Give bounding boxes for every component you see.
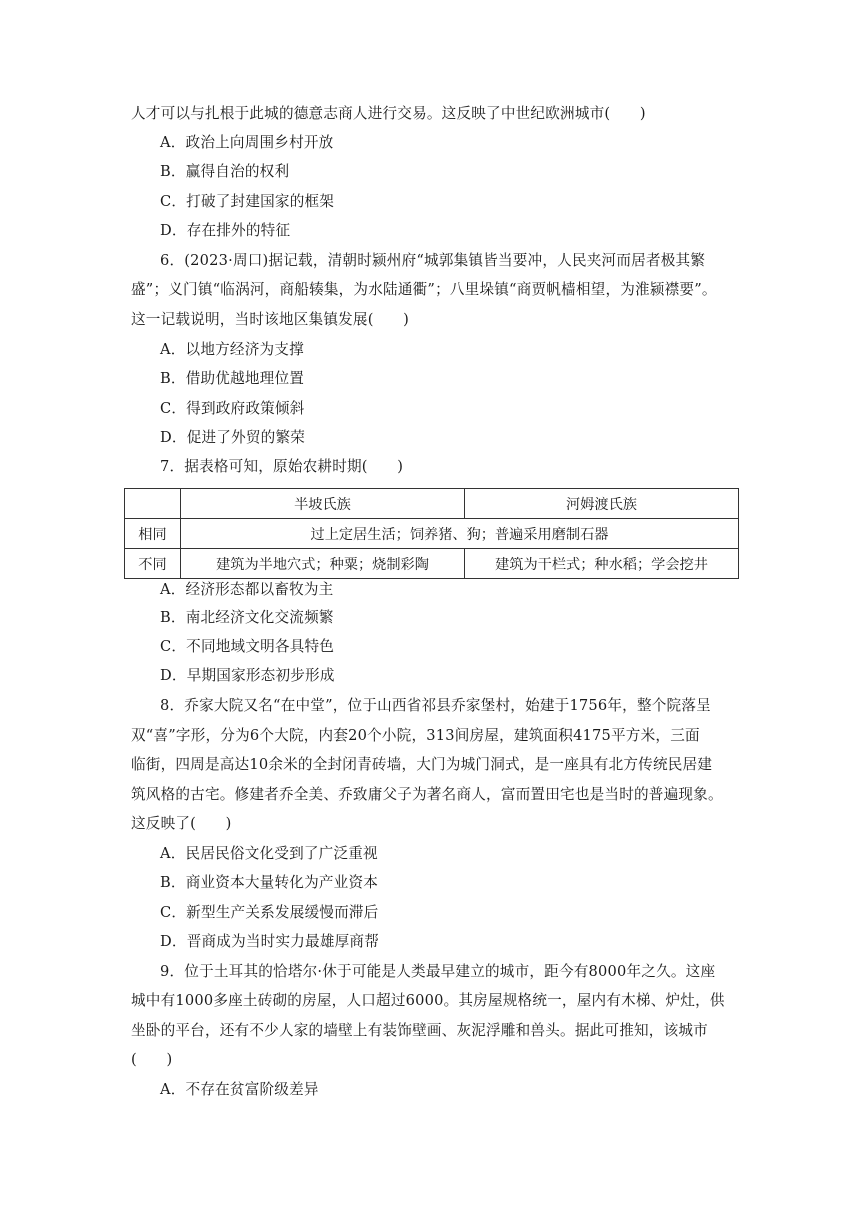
q9-stem-line1: 9．位于土耳其的恰塔尔·休于可能是人类最早建立的城市，距今有8000年之久。这座	[160, 963, 716, 980]
table-header-row	[125, 489, 739, 519]
table-label-same: 相同	[125, 519, 181, 549]
q7-option-c: C．不同地域文明各具特色	[160, 638, 335, 655]
q7-option-b: B．南北经济文化交流频繁	[160, 609, 334, 626]
q5-option-d: D．存在排外的特征	[160, 222, 291, 239]
q5-option-c: C．打破了封建国家的框架	[160, 193, 335, 210]
q5-option-a: A．政治上向周围乡村开放	[160, 134, 334, 151]
table-row-same	[125, 519, 739, 549]
table-header-hemudu: 河姆渡氏族	[465, 489, 739, 519]
q8-option-c: C．新型生产关系发展缓慢而滞后	[160, 904, 379, 921]
table-header-empty	[125, 489, 181, 519]
q8-stem-line4: 筑风格的古宅。修建者乔全美、乔致庸父子为著名商人，富而置田宅也是当时的普遍现象。	[131, 786, 723, 803]
q6-stem-line2: 盛”；义门镇“临涡河，商船辏集，为水陆通衢”；八里垛镇“商贾帆樯相望，为淮颍襟要”。	[131, 281, 717, 298]
q8-option-d: D．晋商成为当时实力最雄厚商帮	[160, 933, 380, 950]
table-label-diff: 不同	[125, 549, 181, 579]
q8-option-b: B．商业资本大量转化为产业资本	[160, 874, 379, 891]
q9-stem-line2: 城中有1000多座土砖砌的房屋，人口超过6000。其房屋规格统一，屋内有木梯、炉灶，供	[131, 992, 725, 1009]
comparison-table	[124, 488, 739, 579]
q8-stem-line5: 这反映了( )	[131, 815, 232, 832]
q9-option-a: A．不存在贫富阶级差异	[160, 1081, 319, 1098]
q5-option-b: B．赢得自治的权利	[160, 163, 290, 180]
q8-stem-line2: 双“喜”字形，分为6个大院，内套20个小院，313间房屋，建筑面积4175平方米，三面	[131, 727, 700, 744]
q6-option-c: C．得到政府政策倾斜	[160, 400, 305, 417]
table-row-diff	[125, 549, 739, 579]
table-cell-diff-hemudu: 建筑为干栏式；种水稻；学会挖井	[465, 549, 739, 579]
q5-stem-tail: 人才可以与扎根于此城的德意志商人进行交易。这反映了中世纪欧洲城市( )	[131, 105, 646, 122]
q7-option-a: A．经济形态都以畜牧为主	[160, 581, 334, 598]
q6-stem-line3: 这一记载说明，当时该地区集镇发展( )	[131, 311, 410, 328]
q7-stem: 7．据表格可知，原始农耕时期( )	[160, 458, 404, 475]
q6-stem-line1: 6．(2023·周口)据记载，清朝时颍州府“城郭集镇皆当要冲，人民夹河而居者极其繁	[160, 252, 706, 269]
q8-option-a: A．民居民俗文化受到了广泛重视	[160, 845, 378, 862]
table-cell-same: 过上定居生活；饲养猪、狗；普遍采用磨制石器	[181, 519, 739, 549]
q9-stem-line4: ( )	[131, 1051, 173, 1068]
q7-option-d: D．早期国家形态初步形成	[160, 667, 335, 684]
table-header-banpo: 半坡氏族	[181, 489, 465, 519]
q6-option-b: B．借助优越地理位置	[160, 370, 305, 387]
q6-option-d: D．促进了外贸的繁荣	[160, 429, 306, 446]
table-cell-diff-banpo: 建筑为半地穴式；种粟；烧制彩陶	[181, 549, 465, 579]
q9-stem-line3: 坐卧的平台，还有不少人家的墙壁上有装饰壁画、灰泥浮雕和兽头。据此可推知，该城市	[131, 1022, 708, 1039]
q8-stem-line3: 临街，四周是高达10余米的全封闭青砖墙，大门为城门洞式，是一座具有北方传统民居建	[131, 756, 713, 773]
q6-option-a: A．以地方经济为支撑	[160, 341, 304, 358]
q8-stem-line1: 8．乔家大院又名“在中堂”，位于山西省祁县乔家堡村，始建于1756年，整个院落呈	[160, 697, 711, 714]
